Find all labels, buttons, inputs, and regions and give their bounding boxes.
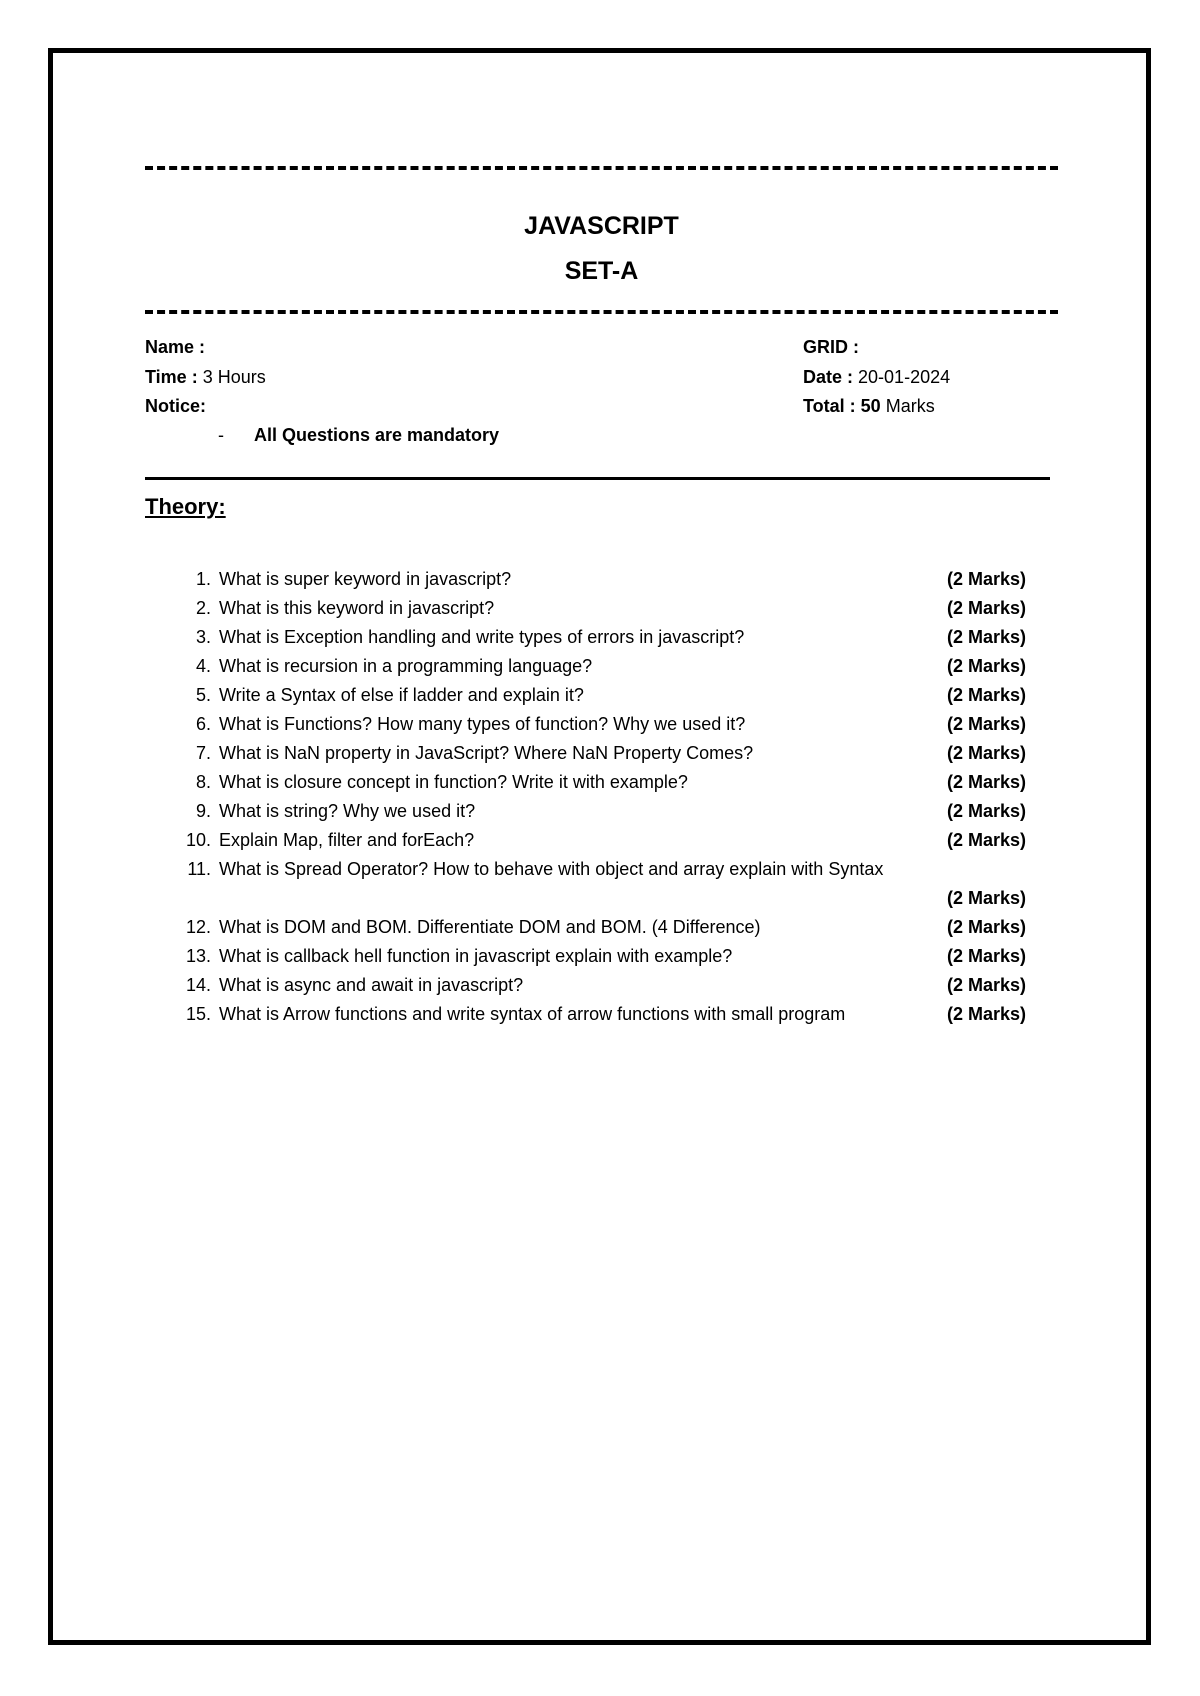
question-text: What is DOM and BOM. Differentiate DOM and BOM. (4 Difference)	[219, 917, 761, 937]
notice-text: All Questions are mandatory	[254, 425, 500, 445]
question-item	[175, 565, 1045, 594]
question-number: 8.	[195, 772, 211, 792]
question-item	[175, 1000, 1045, 1029]
question-number: 3.	[195, 627, 211, 647]
notice-bullet: -	[218, 425, 224, 445]
question-number: 11.	[187, 859, 211, 879]
question-item	[175, 797, 1045, 826]
question-number: 14.	[185, 975, 211, 995]
question-item	[175, 594, 1045, 623]
date-label: Date :	[803, 367, 854, 387]
dashed-divider-bottom	[145, 310, 1058, 314]
question-marks: (2 Marks)	[947, 772, 1027, 792]
question-marks: (2 Marks)	[947, 830, 1027, 850]
question-marks: (2 Marks)	[947, 888, 1027, 908]
total-unit: Marks	[885, 396, 935, 416]
question-item	[175, 942, 1045, 971]
question-number: 7.	[195, 743, 211, 763]
question-marks: (2 Marks)	[947, 598, 1027, 618]
question-text: What is closure concept in function? Write it with example?	[219, 772, 688, 792]
question-text: What is Arrow functions and write syntax of arrow functions with small program	[219, 1004, 846, 1024]
question-number: 5.	[195, 685, 211, 705]
question-list	[175, 565, 1045, 1029]
time-label: Time :	[145, 367, 198, 387]
question-number: 10.	[185, 830, 211, 850]
question-text: What is this keyword in javascript?	[219, 598, 495, 618]
question-number: 12.	[185, 917, 211, 937]
total-label: Total :	[803, 396, 856, 416]
notice-item	[218, 424, 499, 446]
question-item	[175, 855, 1045, 913]
question-marks: (2 Marks)	[947, 801, 1027, 821]
notice-label: Notice:	[145, 396, 207, 416]
horizontal-rule	[145, 477, 1050, 480]
date-value: 20-01-2024	[858, 367, 951, 387]
question-marks: (2 Marks)	[947, 975, 1027, 995]
question-text: What is async and await in javascript?	[219, 975, 524, 995]
question-item	[175, 739, 1045, 768]
question-item	[175, 681, 1045, 710]
exam-subject: JAVASCRIPT	[524, 212, 679, 240]
question-item	[175, 913, 1045, 942]
question-marks: (2 Marks)	[947, 1004, 1027, 1024]
question-number: 13.	[185, 946, 211, 966]
question-number: 9.	[195, 801, 211, 821]
time-field	[145, 366, 266, 388]
question-marks: (2 Marks)	[947, 656, 1027, 676]
question-marks: (2 Marks)	[947, 946, 1027, 966]
question-item	[175, 710, 1045, 739]
question-number: 6.	[195, 714, 211, 734]
question-item	[175, 623, 1045, 652]
exam-set: SET-A	[564, 257, 639, 285]
question-text: What is recursion in a programming language?	[219, 656, 593, 676]
name-field	[145, 336, 205, 358]
question-item	[175, 971, 1045, 1000]
question-number: 4.	[195, 656, 211, 676]
question-text: What is Spread Operator? How to behave with object and array explain with Syntax	[219, 859, 884, 879]
question-text: What is Exception handling and write types of errors in javascript?	[219, 627, 745, 647]
question-item	[175, 652, 1045, 681]
question-text: Write a Syntax of else if ladder and explain it?	[219, 685, 584, 705]
total-value: 50	[860, 396, 881, 416]
notice-field	[145, 395, 206, 417]
grid-field	[803, 336, 859, 358]
question-number: 1.	[195, 569, 211, 589]
question-text: Explain Map, filter and forEach?	[219, 830, 475, 850]
question-number: 2.	[195, 598, 211, 618]
question-text: What is NaN property in JavaScript? Where NaN Property Comes?	[219, 743, 754, 763]
question-marks: (2 Marks)	[947, 714, 1027, 734]
total-field	[803, 395, 935, 417]
question-marks: (2 Marks)	[947, 569, 1027, 589]
question-item	[175, 768, 1045, 797]
question-text: What is callback hell function in javascript explain with example?	[219, 946, 733, 966]
question-number: 15.	[185, 1004, 211, 1024]
grid-label: GRID :	[803, 337, 859, 357]
question-marks: (2 Marks)	[947, 917, 1027, 937]
question-marks: (2 Marks)	[947, 627, 1027, 647]
question-text: What is super keyword in javascript?	[219, 569, 512, 589]
name-label: Name :	[145, 337, 206, 357]
question-text: What is Functions? How many types of function? Why we used it?	[219, 714, 746, 734]
date-field	[803, 366, 950, 388]
question-marks: (2 Marks)	[947, 743, 1027, 763]
time-value: 3 Hours	[202, 367, 266, 387]
dashed-divider-top	[145, 166, 1058, 170]
question-text: What is string? Why we used it?	[219, 801, 476, 821]
question-item	[175, 826, 1045, 855]
section-heading: Theory:	[145, 494, 226, 519]
question-marks: (2 Marks)	[947, 685, 1027, 705]
